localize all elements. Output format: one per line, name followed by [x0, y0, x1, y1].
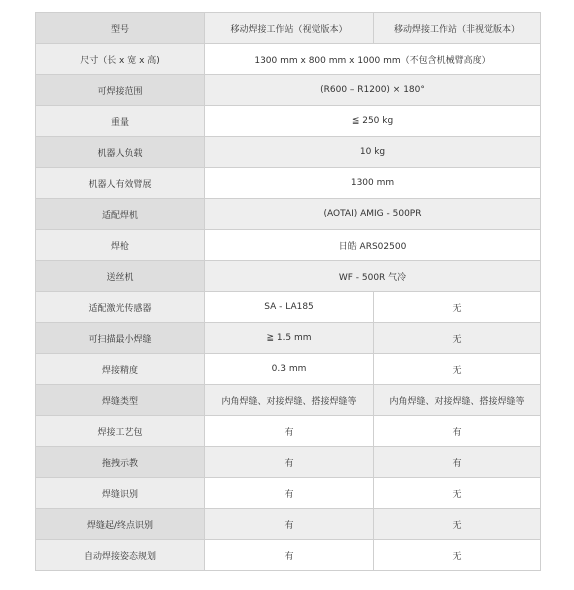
- table-row: [36, 261, 541, 292]
- header-vision-version: 移动焊接工作站（视觉版本）: [205, 13, 374, 44]
- row-vision-value: 0.3 mm: [205, 354, 374, 385]
- row-label: 适配焊机: [36, 199, 205, 230]
- table-header-row: [36, 13, 541, 44]
- row-nonvision-value: 无: [374, 292, 541, 323]
- row-nonvision-value: 无: [374, 509, 541, 540]
- row-merged-value: 1300 mm x 800 mm x 1000 mm（不包含机械臂高度）: [205, 44, 541, 75]
- row-label: 焊接精度: [36, 354, 205, 385]
- row-merged-value: ≦ 250 kg: [205, 106, 541, 137]
- header-nonvision-version: 移动焊接工作站（非视觉版本）: [374, 13, 541, 44]
- table-row: [36, 509, 541, 540]
- row-label: 焊接工艺包: [36, 416, 205, 447]
- header-model: 型号: [36, 13, 205, 44]
- row-nonvision-value: 有: [374, 416, 541, 447]
- row-nonvision-value: 有: [374, 447, 541, 478]
- row-vision-value: 有: [205, 478, 374, 509]
- table-row: [36, 354, 541, 385]
- table-row: [36, 44, 541, 75]
- table-row: [36, 292, 541, 323]
- table-row: [36, 416, 541, 447]
- row-merged-value: 1300 mm: [205, 168, 541, 199]
- table-row: [36, 323, 541, 354]
- row-vision-value: 内角焊缝、对接焊缝、搭接焊缝等: [205, 385, 374, 416]
- row-merged-value: (AOTAI) AMIG - 500PR: [205, 199, 541, 230]
- table-row: [36, 447, 541, 478]
- row-nonvision-value: 无: [374, 323, 541, 354]
- row-merged-value: WF - 500R 气冷: [205, 261, 541, 292]
- row-nonvision-value: 无: [374, 540, 541, 571]
- table-row: [36, 137, 541, 168]
- row-label: 焊枪: [36, 230, 205, 261]
- row-label: 焊缝识别: [36, 478, 205, 509]
- table-row: [36, 540, 541, 571]
- table-row: [36, 230, 541, 261]
- table-row: [36, 75, 541, 106]
- row-label: 机器人负载: [36, 137, 205, 168]
- table-row: [36, 478, 541, 509]
- table-row: [36, 168, 541, 199]
- row-label: 重量: [36, 106, 205, 137]
- row-merged-value: 日皓 ARS02500: [205, 230, 541, 261]
- row-merged-value: 10 kg: [205, 137, 541, 168]
- table-row: [36, 199, 541, 230]
- row-vision-value: SA - LA185: [205, 292, 374, 323]
- row-label: 焊缝类型: [36, 385, 205, 416]
- row-label: 送丝机: [36, 261, 205, 292]
- row-label: 拖拽示教: [36, 447, 205, 478]
- row-vision-value: ≧ 1.5 mm: [205, 323, 374, 354]
- spec-table: [35, 12, 541, 571]
- row-merged-value: (R600 – R1200) × 180°: [205, 75, 541, 106]
- row-vision-value: 有: [205, 540, 374, 571]
- table-row: [36, 106, 541, 137]
- row-label: 可扫描最小焊缝: [36, 323, 205, 354]
- table-row: [36, 385, 541, 416]
- row-label: 适配激光传感器: [36, 292, 205, 323]
- row-label: 可焊接范围: [36, 75, 205, 106]
- row-nonvision-value: 内角焊缝、对接焊缝、搭接焊缝等: [374, 385, 541, 416]
- row-nonvision-value: 无: [374, 354, 541, 385]
- row-nonvision-value: 无: [374, 478, 541, 509]
- row-label: 自动焊接姿态规划: [36, 540, 205, 571]
- row-vision-value: 有: [205, 447, 374, 478]
- row-label: 焊缝起/终点识别: [36, 509, 205, 540]
- row-vision-value: 有: [205, 509, 374, 540]
- row-vision-value: 有: [205, 416, 374, 447]
- row-label: 机器人有效臂展: [36, 168, 205, 199]
- row-label: 尺寸（长 x 宽 x 高): [36, 44, 205, 75]
